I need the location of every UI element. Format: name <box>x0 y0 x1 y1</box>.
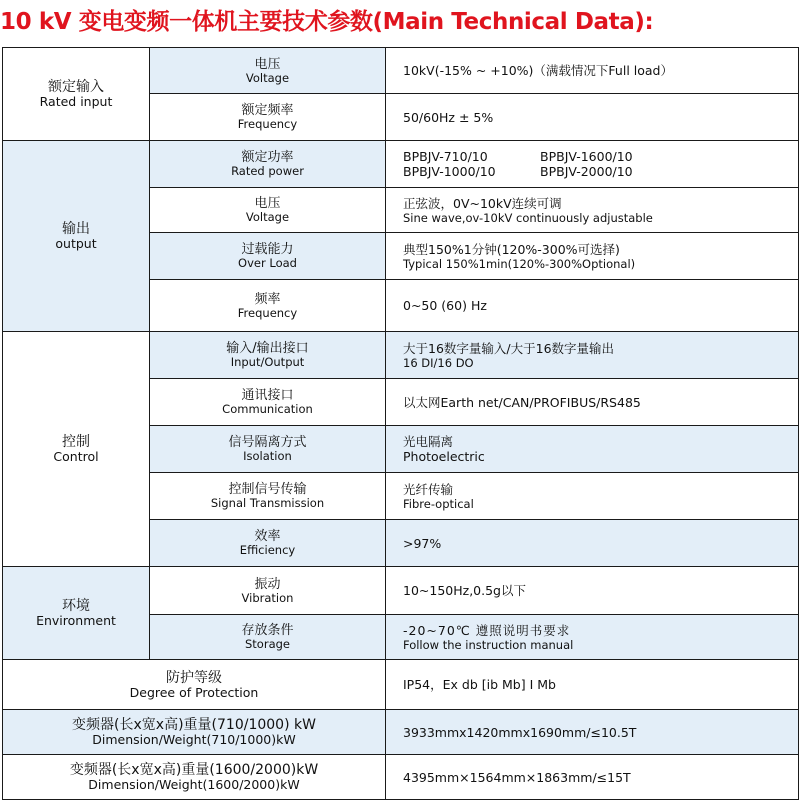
param-label-en: Input/Output <box>230 355 305 369</box>
param-label-en: Signal Transmission <box>210 496 325 510</box>
value-cell <box>386 567 799 615</box>
param-label-en: Isolation <box>243 449 292 463</box>
param-cell <box>150 520 386 567</box>
value-text-en: Sine wave,ov-10kV continuously adjustable <box>403 210 653 225</box>
technical-data-table <box>2 47 799 800</box>
param-label-en: Dimension/Weight(710/1000)kW <box>92 732 296 747</box>
value-text: 0~50 (60) Hz <box>403 298 487 313</box>
param-cell <box>150 94 386 141</box>
param-label-zh: 变频器(长x宽x高)重量(710/1000) kW <box>72 717 316 733</box>
param-cell <box>150 567 386 615</box>
value-cell <box>386 188 799 233</box>
group-label-zh: 控制 <box>62 434 90 450</box>
value-text-en: Photoelectric <box>403 449 485 464</box>
param-label-en: Frequency <box>237 305 298 320</box>
table-row <box>3 567 799 615</box>
table-row <box>3 755 799 800</box>
group-cell-environment <box>3 567 150 660</box>
model-name: BPBJV-1000/10 <box>403 164 496 179</box>
value-text-en: Follow the instruction manual <box>403 637 574 652</box>
value-cell <box>386 473 799 520</box>
group-label-en: Environment <box>36 613 116 628</box>
param-cell <box>150 280 386 332</box>
value-cell <box>386 332 799 379</box>
param-label-zh: 频率 <box>254 291 281 307</box>
value-text: 10~150Hz,0.5g以下 <box>403 583 526 598</box>
value-text: 50/60Hz ± 5% <box>403 109 494 125</box>
value-cell <box>386 710 799 755</box>
param-cell <box>150 188 386 233</box>
param-cell <box>150 141 386 188</box>
param-label-en: Degree of Protection <box>129 684 259 700</box>
param-label-zh: 存放条件 <box>241 623 294 638</box>
group-cell-rated-input <box>3 48 150 141</box>
param-label-zh: 电压 <box>254 196 281 211</box>
param-label-zh: 电压 <box>254 56 281 72</box>
model-name: BPBJV-710/10 <box>403 149 488 164</box>
value-text-en: Fibre-optical <box>403 496 474 511</box>
value-text-zh: 大于16数字量输入/大于16数字量输出 <box>403 340 615 356</box>
value-text-en: 16 DI/16 DO <box>403 355 474 370</box>
param-cell <box>150 473 386 520</box>
group-label-zh: 输出 <box>62 221 90 237</box>
page-title: 10 kV 变电变频一体机主要技术参数(Main Technical Data): <box>0 9 654 35</box>
value-cell <box>386 379 799 426</box>
group-cell-control <box>3 332 150 567</box>
table-row <box>3 660 799 710</box>
param-cell-dimension-2 <box>3 755 386 800</box>
param-cell <box>150 48 386 94</box>
value-cell <box>386 233 799 280</box>
value-cell <box>386 48 799 94</box>
table-row <box>3 332 799 379</box>
param-cell <box>150 332 386 379</box>
value-text: 3933mmx1420mmx1690mm/≤10.5T <box>403 724 637 740</box>
value-cell <box>386 141 799 188</box>
table-row <box>3 141 799 188</box>
param-label-en: Voltage <box>245 70 290 85</box>
group-label-zh: 环境 <box>62 598 90 614</box>
param-label-zh: 控制信号传输 <box>228 482 307 497</box>
value-cell <box>386 520 799 567</box>
group-label-en: output <box>55 236 97 251</box>
table-row <box>3 710 799 755</box>
param-cell <box>150 615 386 660</box>
value-text: 10kV(-15% ~ +10%)（满载情况下Full load） <box>403 63 673 78</box>
param-label-en: Vibration <box>241 590 294 605</box>
param-label-en: Rated power <box>231 164 304 178</box>
group-label-zh: 额定输入 <box>48 79 104 95</box>
value-text-zh: -20~70℃ 遵照说明书要求 <box>403 622 571 638</box>
param-cell <box>150 233 386 280</box>
value-text-zh: 正弦波，0V~10kV连续可调 <box>403 195 562 211</box>
value-cell <box>386 660 799 710</box>
value-cell <box>386 280 799 332</box>
value-text: >97% <box>403 535 442 551</box>
param-label-zh: 输入/输出接口 <box>226 341 309 356</box>
value-text: IP54，Ex db [ib Mb] I Mb <box>403 677 556 692</box>
param-label-en: Efficiency <box>239 543 296 557</box>
param-label-zh: 变频器(长x宽x高)重量(1600/2000)kW <box>69 762 319 778</box>
value-text-zh: 光电隔离 <box>403 434 454 449</box>
group-cell-output <box>3 141 150 332</box>
param-label-en: Storage <box>245 637 290 651</box>
param-cell <box>150 379 386 426</box>
value-cell <box>386 755 799 800</box>
value-text: 4395mm×1564mm×1863mm/≤15T <box>403 769 631 785</box>
param-label-en: Communication <box>222 402 313 416</box>
model-name: BPBJV-1600/10 <box>540 149 633 164</box>
group-label-en: Control <box>53 449 99 464</box>
value-cell <box>386 615 799 660</box>
param-label-zh: 振动 <box>254 576 281 592</box>
param-label-zh: 过载能力 <box>241 242 294 257</box>
param-label-zh: 额定频率 <box>241 103 294 118</box>
param-label-en: Dimension/Weight(1600/2000)kW <box>88 777 300 792</box>
value-text: 以太网Earth net/CAN/PROFIBUS/RS485 <box>403 394 641 410</box>
param-label-en: Over Load <box>238 256 297 270</box>
group-label-en: Rated input <box>39 94 113 109</box>
param-label-zh: 防护等级 <box>166 669 222 686</box>
value-text-zh: 光纤传输 <box>403 481 454 497</box>
param-cell <box>150 426 386 473</box>
table-row <box>3 48 799 94</box>
value-cell <box>386 94 799 141</box>
param-label-zh: 额定功率 <box>241 150 294 165</box>
param-label-zh: 信号隔离方式 <box>228 435 307 450</box>
param-cell-protection <box>3 660 386 710</box>
param-label-zh: 效率 <box>254 529 281 544</box>
param-cell-dimension-1 <box>3 710 386 755</box>
param-label-en: Frequency <box>237 117 298 131</box>
param-label-en: Voltage <box>245 210 290 224</box>
value-cell <box>386 426 799 473</box>
value-text-zh: 典型150%1分钟(120%-300%可选择) <box>403 241 620 257</box>
param-label-zh: 通讯接口 <box>241 388 294 403</box>
model-name: BPBJV-2000/10 <box>540 164 633 179</box>
value-text-en: Typical 150%1min(120%-300%Optional) <box>403 256 636 271</box>
